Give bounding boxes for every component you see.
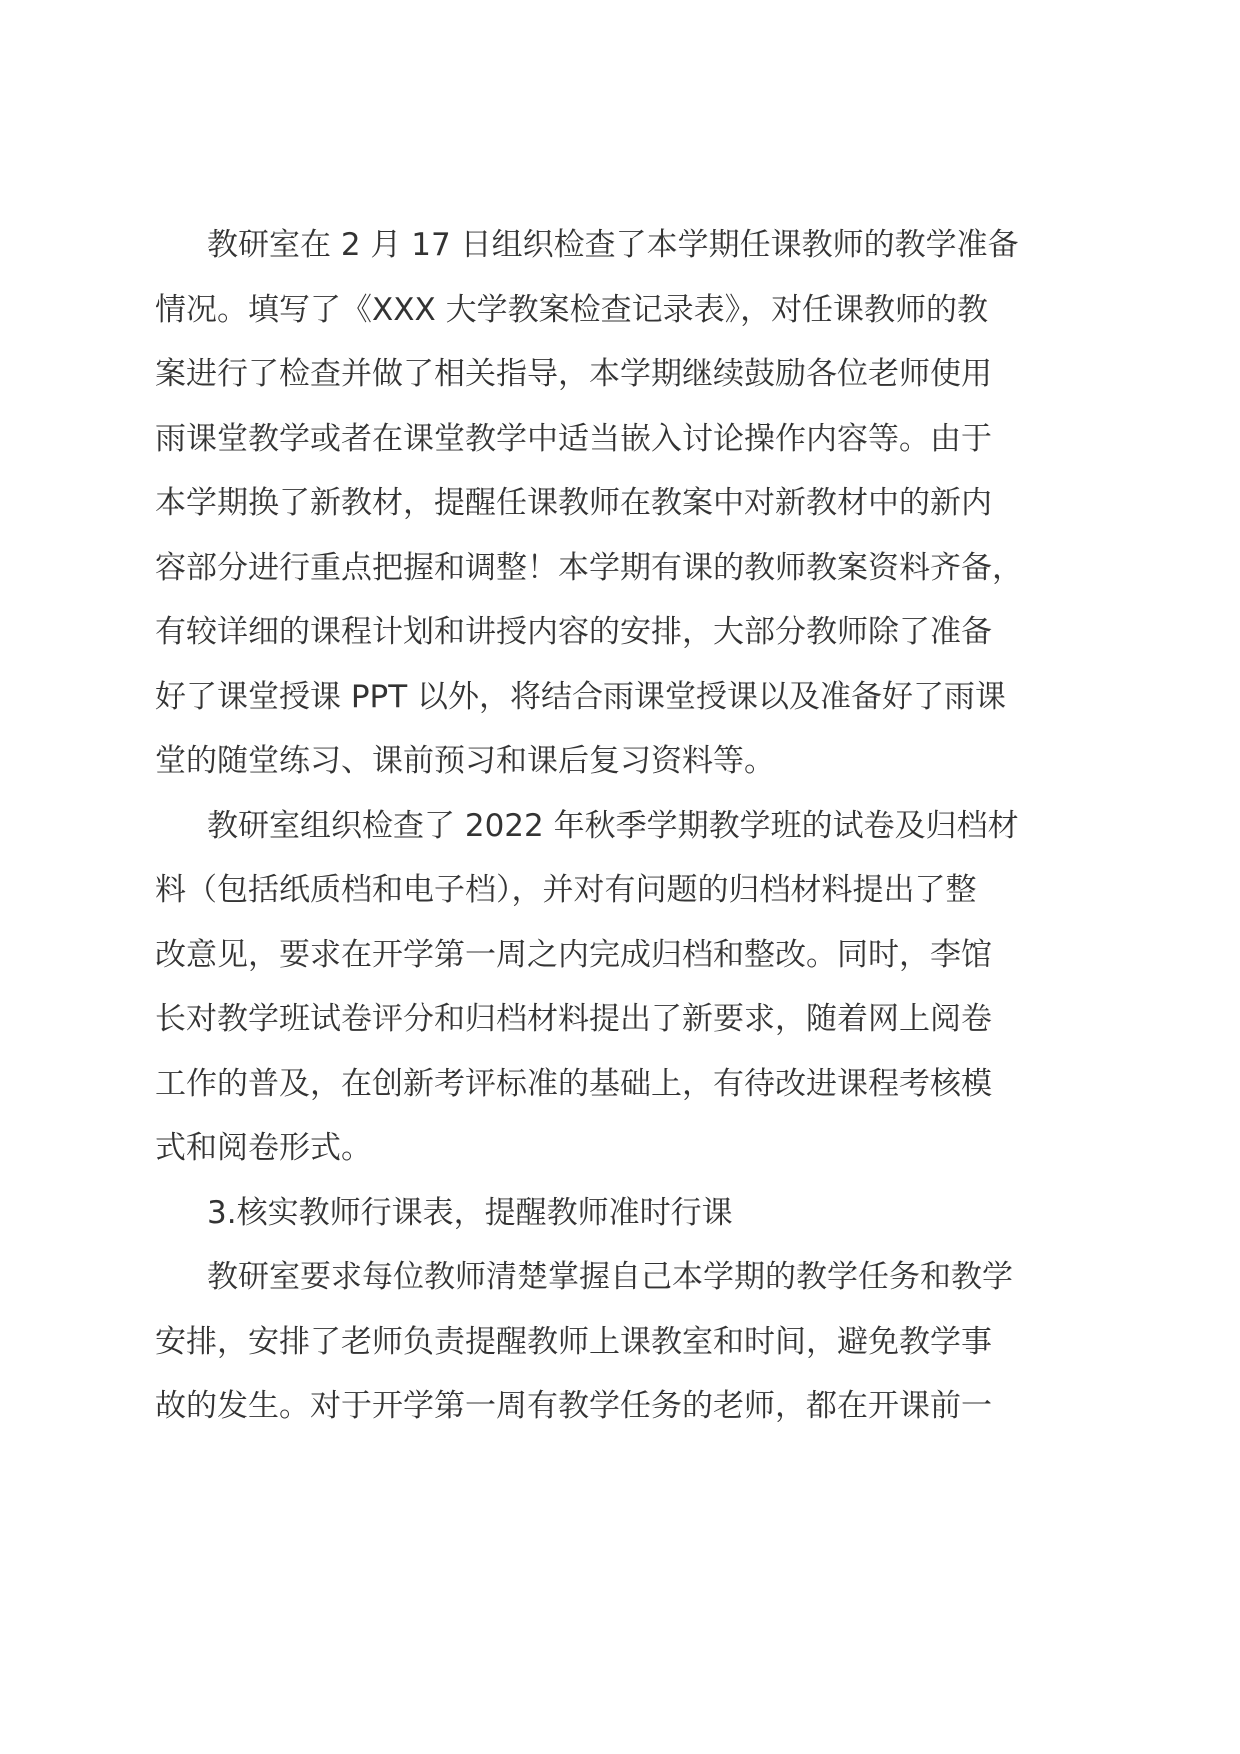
- paragraph-line: 安排，安排了老师负责提醒教师上课教室和时间，避免教学事: [155, 1323, 992, 1360]
- paragraph-line: 教研室组织检查了 2022 年秋季学期教学班的试卷及归档材: [207, 807, 1019, 844]
- paragraph-line: 长对教学班试卷评分和归档材料提出了新要求，随着网上阅卷: [155, 1001, 992, 1037]
- paragraph-line: 堂的随堂练习、课前预习和课后复习资料等。: [155, 743, 775, 779]
- paragraph-exam-archive-check: [155, 794, 1085, 1181]
- paragraph-line: 故的发生。对于开学第一周有教学任务的老师，都在开课前一: [155, 1388, 992, 1424]
- paragraph-line: 教研室在 2 月 17 日组织检查了本学期任课教师的教学准备: [207, 227, 1019, 263]
- paragraph-line: 好了课堂授课 PPT 以外，将结合雨课堂授课以及准备好了雨课: [155, 678, 1007, 715]
- paragraph-line: 情况。填写了《XXX 大学教案检查记录表》，对任课教师的教: [155, 291, 989, 328]
- document-body: [155, 213, 1085, 1439]
- paragraph-line: 式和阅卷形式。: [155, 1130, 372, 1166]
- paragraph-line: 料（包括纸质档和电子档），并对有问题的归档材料提出了整: [155, 872, 977, 908]
- paragraph-line: 容部分进行重点把握和调整！本学期有课的教师教案资料齐备，: [155, 549, 1023, 586]
- paragraph-line: 本学期换了新教材，提醒任课教师在教案中对新教材中的新内: [155, 485, 992, 521]
- paragraph-line: 改意见，要求在开学第一周之内完成归档和整改。同时，李馆: [155, 936, 992, 973]
- paragraph-line: 案进行了检查并做了相关指导，本学期继续鼓励各位老师使用: [155, 356, 992, 392]
- paragraph-line: 工作的普及，在创新考评标准的基础上，有待改进课程考核模: [155, 1065, 992, 1102]
- paragraph-lesson-plan-check: [155, 213, 1085, 794]
- section-heading-text: 3.核实教师行课表，提醒教师准时行课: [207, 1194, 733, 1231]
- paragraph-line: 教研室要求每位教师清楚掌握自己本学期的教学任务和教学: [207, 1259, 1013, 1295]
- paragraph-class-schedule: [155, 1245, 1085, 1439]
- section-heading: [155, 1181, 1085, 1246]
- paragraph-line: 有较详细的课程计划和讲授内容的安排，大部分教师除了准备: [155, 614, 992, 650]
- paragraph-line: 雨课堂教学或者在课堂教学中适当嵌入讨论操作内容等。由于: [155, 420, 992, 457]
